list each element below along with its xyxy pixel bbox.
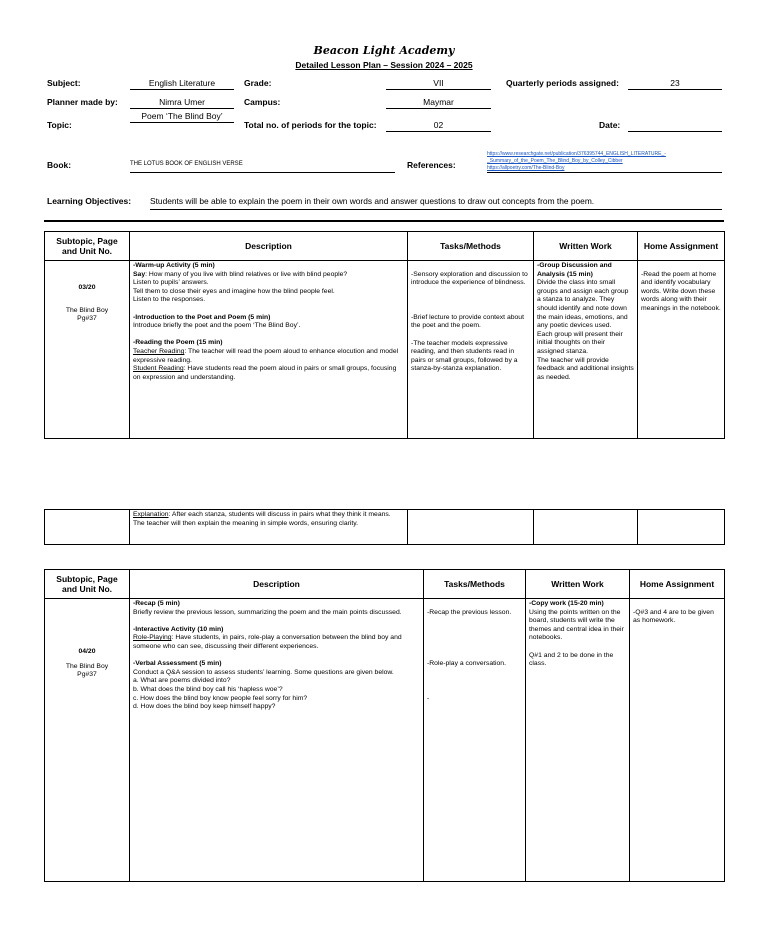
description-line: Conduct a Q&A session to assess students’ learning. Some questions are given below. [133, 668, 394, 676]
subtopic-number: 03/20 [78, 284, 96, 291]
planner-value: Nimra Umer [130, 97, 234, 109]
reference-link[interactable]: https://www.researchgate.net/publication/376395744_ENGLISH_LITERATURE_- [487, 151, 666, 157]
subtopic-page: Pg#37 [77, 671, 97, 679]
question-line: d. How does the blind boy keep himself happy? [133, 703, 276, 711]
book-line [130, 172, 395, 173]
divider [44, 220, 724, 222]
header-home-assignment: Home Assignment [630, 570, 725, 599]
header-description: Description [130, 570, 424, 599]
periods-value: 02 [386, 120, 491, 132]
header-description: Description [130, 232, 408, 261]
lesson-table-2 [44, 569, 725, 882]
home-line: -Read the poem at home and identify vocabulary words. Write down these words along with their meanings in the notebook. [641, 270, 721, 312]
subtopic-cell [45, 599, 130, 882]
objectives-label: Learning Objectives: [47, 196, 132, 206]
written-line: Using the points written on the board, students will write the themes and central idea in their notebooks. [529, 608, 624, 642]
written-work-cell [526, 599, 630, 882]
warmup-heading: -Warm-up Activity (5 min) [133, 262, 215, 269]
verbal-heading: -Verbal Assessment (5 min) [133, 660, 222, 668]
written-line: The teacher will provide feedback and additional insights as needed. [537, 356, 634, 381]
task-line: - [427, 694, 430, 702]
written-line: Q#1 and 2 to be done in the class. [529, 651, 614, 668]
tasks-cell [424, 599, 526, 882]
table-row [45, 510, 725, 545]
written-heading: -Copy work (15-20 min) [529, 600, 604, 607]
topic-label: Topic: [47, 120, 72, 130]
intro-heading: -Introduction to the Poet and Poem (5 min) [133, 313, 271, 321]
question-line: c. How does the blind boy know people feel sorry for him? [133, 694, 308, 702]
date-label: Date: [599, 120, 621, 130]
continuation-table [44, 509, 725, 545]
header-tasks: Tasks/Methods [424, 570, 526, 599]
description-line: Tell them to close their eyes and imagine how the blind people feel. [133, 287, 335, 295]
empty-cell [534, 510, 638, 545]
empty-cell [45, 510, 130, 545]
header-subtopic: Subtopic, Page and Unit No. [45, 570, 130, 599]
description-line: Introduce briefly the poet and the poem ‘The Blind Boy’. [133, 322, 301, 330]
description-cell [130, 261, 408, 439]
written-line: Each group will present their initial thoughts on their assigned stanza. [537, 330, 623, 355]
header-home-assignment: Home Assignment [638, 232, 725, 261]
home-line: -Q#3 and 4 are to be given as homework. [633, 608, 714, 625]
home-assignment-cell [630, 599, 725, 882]
role-playing: Role-Playing: Have students, in pairs, role-play a conversation between the blind boy and someone who can see, discussing their different experiences. [133, 634, 402, 650]
subject-label: Subject: [47, 78, 81, 88]
periods-label: Total no. of periods for the topic: [244, 120, 377, 130]
campus-value: Maymar [386, 97, 491, 109]
header-subtopic: Subtopic, Page and Unit No. [45, 232, 130, 261]
task-line: -The teacher models expressive reading, and then students read in pairs or small groups, followed by a stanza-by-stanza explanation. [411, 339, 518, 373]
date-line [628, 131, 722, 132]
reading-heading: -Reading the Poem (15 min) [133, 339, 223, 347]
task-line: -Sensory exploration and discussion to introduce the experience of blindness. [411, 270, 528, 287]
question-line: b. What does the blind boy call his ‘hapless woe’? [133, 685, 283, 693]
book-label: Book: [47, 160, 72, 170]
question-line: a. What are poems divided into? [133, 677, 231, 685]
references-label: References: [407, 160, 456, 170]
lesson-table-1 [44, 231, 725, 439]
planner-label: Planner made by: [47, 97, 118, 107]
header-written-work: Written Work [526, 570, 630, 599]
empty-cell [408, 510, 534, 545]
teacher-reading: Teacher Reading: The teacher will read the poem aloud to enhance elocution and model expressive reading. [133, 347, 399, 364]
description-cell [130, 599, 424, 882]
quarterly-label: Quarterly periods assigned: [506, 78, 619, 88]
header-tasks: Tasks/Methods [408, 232, 534, 261]
empty-cell [638, 510, 725, 545]
home-assignment-cell [638, 261, 725, 439]
objectives-text: Students will be able to explain the poem in their own words and answer questions to draw out concepts from the poem. [150, 196, 722, 210]
subtopic-page: Pg#37 [77, 315, 97, 323]
subtopic-name: The Blind Boy [65, 662, 109, 670]
student-reading: Student Reading: Have students read the poem aloud in pairs or small groups, focusing on expression and understanding. [133, 365, 397, 381]
subtopic-cell [45, 261, 130, 439]
header-written-work: Written Work [534, 232, 638, 261]
references-links [487, 151, 722, 173]
topic-value: Poem ‘The Blind Boy’ [130, 111, 234, 123]
task-line: -Brief lecture to provide context about the poet and the poem. [411, 313, 524, 330]
book-value: THE LOTUS BOOK OF ENGLISH VERSE [130, 161, 243, 167]
reference-link[interactable]: https://allpoetry.com/The-Blind-Boy [487, 165, 565, 171]
plan-title: Detailed Lesson Plan – Session 2024 – 2025 [295, 60, 473, 70]
school-name: Beacon Light Academy [313, 44, 455, 57]
written-work-cell [534, 261, 638, 439]
subtopic-name: The Blind Boy [65, 306, 109, 314]
reference-link[interactable]: _Summary_of_the_Poem_The_Blind_Boy_by_Colley_Cibber [487, 158, 623, 164]
say-line: Say: How many of you live with blind relatives or live with blind people? [133, 270, 348, 278]
grade-value: VII [386, 78, 491, 90]
quarterly-value: 23 [628, 78, 722, 90]
subtopic-number: 04/20 [78, 648, 96, 655]
task-line: -Role-play a conversation. [427, 660, 506, 668]
table-row [45, 599, 725, 882]
tasks-cell [408, 261, 534, 439]
description-line: Briefly review the previous lesson, summarizing the poem and the main points discussed. [133, 608, 402, 616]
subject-value: English Literature [130, 78, 234, 90]
campus-label: Campus: [244, 97, 281, 107]
description-line: Listen to pupils’ answers. [133, 279, 209, 287]
written-line: Divide the class into small groups and assign each group a stanza to analyze. They should identify and note down the main ideas, emotions, and any poetic devices used. [537, 279, 629, 330]
recap-heading: -Recap (5 min) [133, 600, 180, 607]
description-line: Listen to the responses. [133, 296, 206, 304]
interactive-heading: -Interactive Activity (10 min) [133, 625, 224, 633]
task-line: -Recap the previous lesson. [427, 608, 512, 616]
grade-label: Grade: [244, 78, 272, 88]
explanation-cell: Explanation: After each stanza, students will discuss in pairs what they think it means. The teacher will then explain the meaning in simple words, ensuring clarity. [130, 510, 408, 545]
written-heading: -Group Discussion and Analysis (15 min) [537, 262, 612, 278]
table-row [45, 261, 725, 439]
